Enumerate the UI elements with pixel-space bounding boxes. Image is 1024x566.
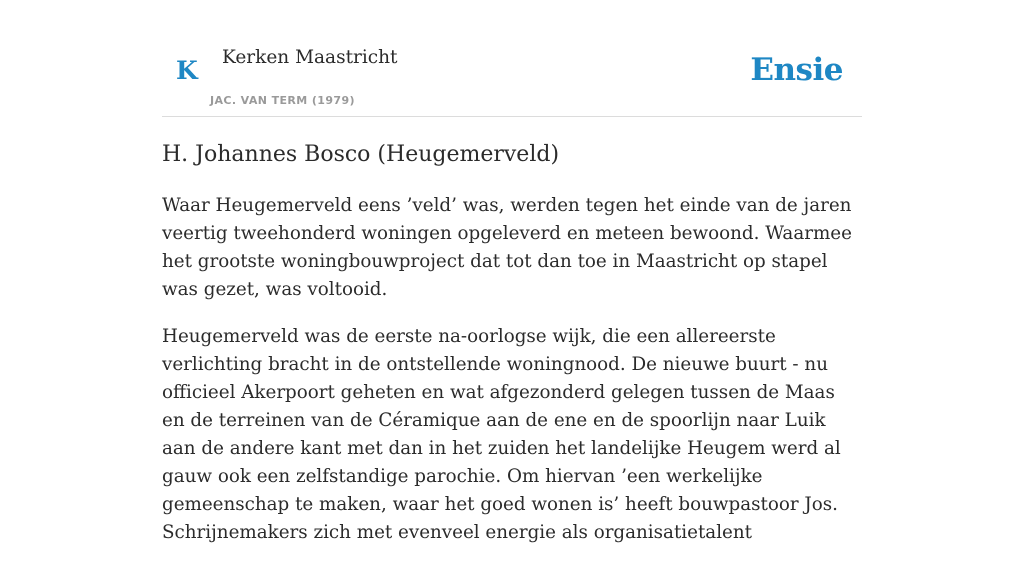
article-body — [162, 192, 862, 566]
article-title: H. Johannes Bosco (Heugemerveld) — [162, 142, 560, 167]
book-letter-logo[interactable]: K — [176, 56, 198, 85]
page — [162, 0, 862, 543]
paragraph: Heugemerveld was de eerste na-oorlogse wijk, die een allereerste verlichting bracht in de ontstellende woningnood. De nieuwe buurt - nu officieel Akerpoort geheten en wat afgezonderd gelegen tussen de Maas en de terreinen van de Céramique aan de ene en de spoorlijn naar Luik aan de andere kant met dan in het zuiden het landelijke Heugem werd al gauw ook een zelfstandige parochie. Om hiervan ’een werkelijke gemeenschap te maken, waar het goed wonen is’ heeft bouwpastoor Jos. Schrijnemakers zich met evenveel energie als organisatietalent — [162, 326, 841, 543]
brand-logo[interactable]: Ensie — [750, 52, 843, 88]
book-author: JAC. VAN TERM (1979) — [210, 94, 355, 107]
paragraph: Waar Heugemerveld eens ’veld’ was, werden tegen het einde van de jaren veertig tweehonderd woningen opgeleverd en meteen bewoond. Waarmee het grootste woningbouwproject dat tot dan toe in Maastricht op stapel was gezet, was voltooid. — [162, 195, 852, 300]
book-title[interactable]: Kerken Maastricht — [222, 47, 398, 68]
header — [162, 0, 862, 117]
